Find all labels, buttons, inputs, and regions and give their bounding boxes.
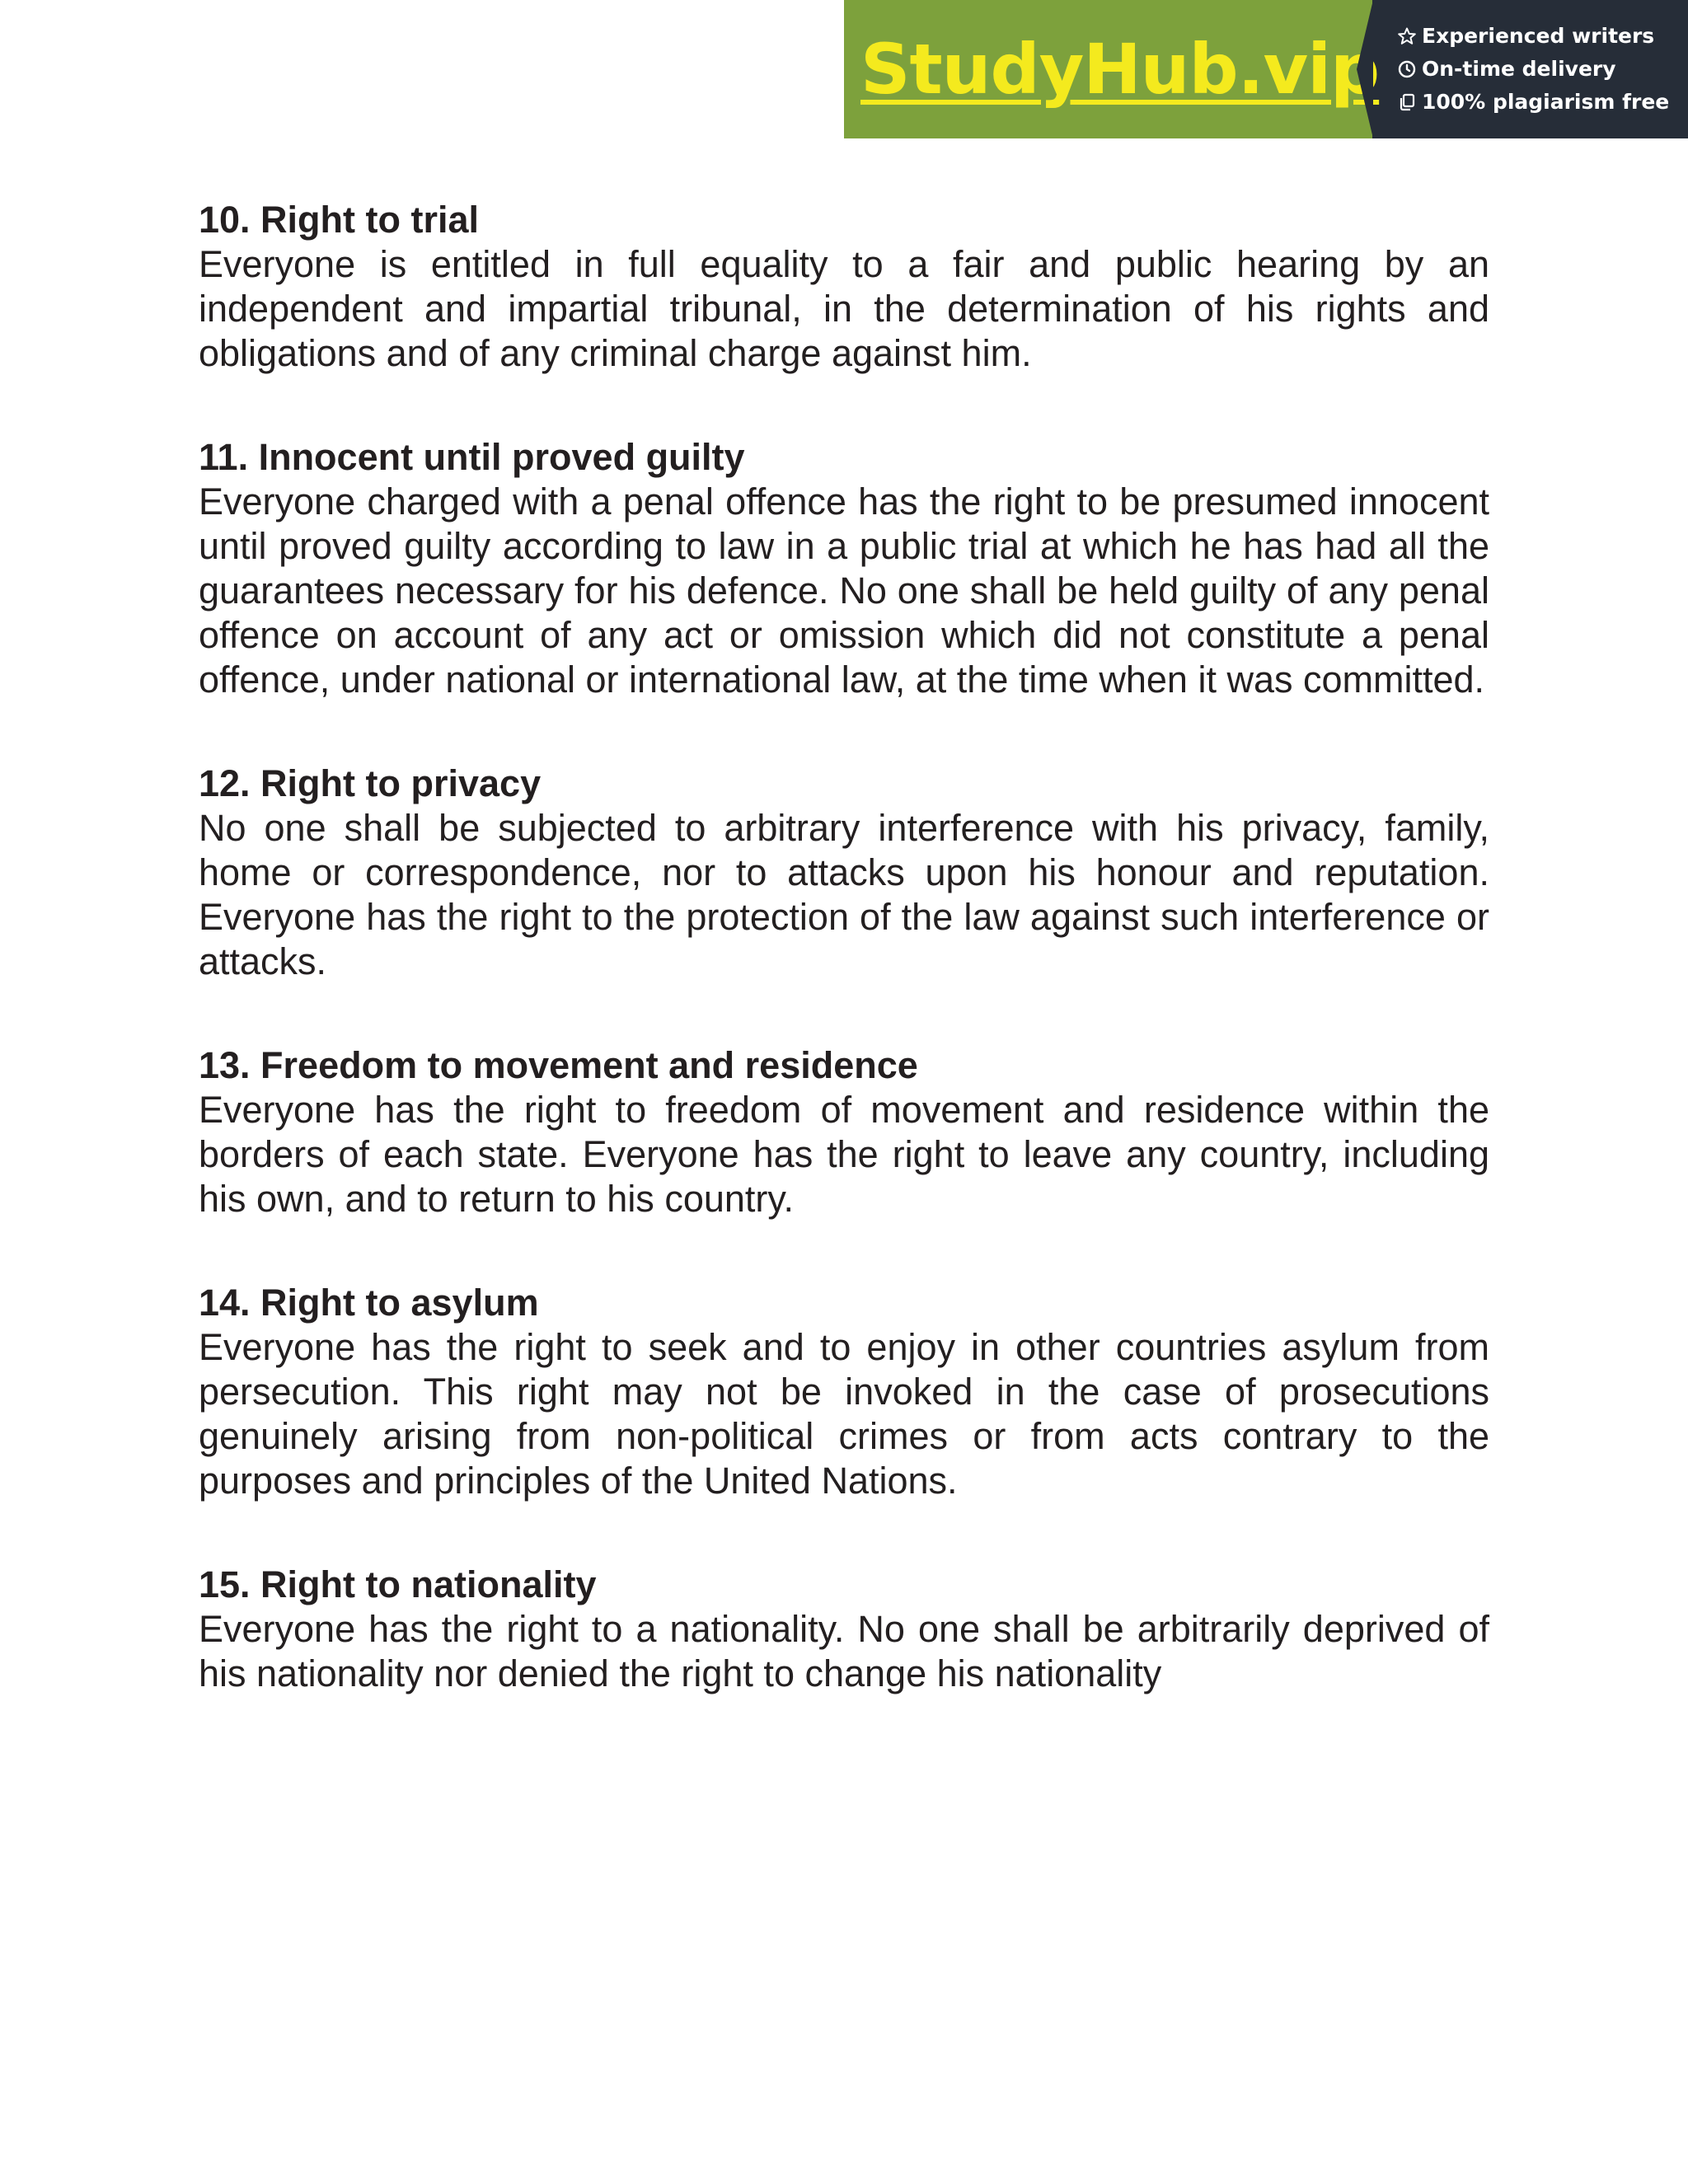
section-right-to-privacy — [199, 762, 1489, 984]
section-right-to-nationality — [199, 1563, 1489, 1696]
feature-label: Experienced writers — [1422, 24, 1655, 48]
section-text: Everyone has the right to a nationality. No one shall be arbitrarily deprived of his nationality nor denied the right to change his nationality — [199, 1608, 1489, 1694]
feature-label: 100% plagiarism free — [1422, 90, 1670, 114]
document-body — [199, 198, 1489, 1755]
section-text: Everyone charged with a penal offence has the right to be presumed innocent until proved guilty according to law in a public trial at which he has had all the guarantees necessary for his defence. No one shall be held guilty of any penal offence on account of any act or omission which did not constitute a penal offence, under national or international law, at the time when it was committed. — [199, 480, 1489, 701]
feature-label: On-time delivery — [1422, 57, 1616, 81]
section-freedom-of-movement — [199, 1043, 1489, 1221]
section-heading: 12. Right to privacy — [199, 762, 542, 804]
section-heading: 10. Right to trial — [199, 199, 480, 241]
brand-panel — [844, 0, 1380, 138]
section-heading: 14. Right to asylum — [199, 1282, 539, 1324]
feature-on-time-delivery — [1397, 57, 1688, 82]
feature-plagiarism-free — [1397, 90, 1688, 115]
section-heading: 11. Innocent until proved guilty — [199, 436, 745, 478]
section-heading: 15. Right to nationality — [199, 1563, 597, 1605]
section-text: Everyone has the right to freedom of movement and residence within the borders of each state. Everyone has the right to leave any country, including his own, and to return to his country. — [199, 1089, 1489, 1220]
features-panel — [1372, 0, 1688, 138]
section-text: Everyone has the right to seek and to enjoy in other countries asylum from persecution. This right may not be invoked in the case of prosecutions genuinely arising from non-political crimes or from acts contrary to the purposes and principles of the United Nations. — [199, 1326, 1489, 1502]
section-heading: 13. Freedom to movement and residence — [199, 1044, 918, 1086]
copy-icon — [1397, 92, 1417, 112]
section-text: Everyone is entitled in full equality to a fair and public hearing by an independent and impartial tribunal, in the determination of his rights and obligations and of any criminal charge against him. — [199, 243, 1489, 374]
star-icon — [1397, 26, 1417, 46]
studyhub-banner[interactable] — [844, 0, 1688, 138]
section-right-to-asylum — [199, 1281, 1489, 1503]
brand-logo[interactable]: StudyHub.vip — [860, 29, 1380, 110]
section-innocent-until-proved-guilty — [199, 435, 1489, 702]
section-right-to-trial — [199, 198, 1489, 376]
feature-experienced-writers — [1397, 24, 1688, 49]
clock-icon — [1397, 59, 1417, 79]
section-text: No one shall be subjected to arbitrary interference with his privacy, family, home or correspondence, nor to attacks upon his honour and reputation. Everyone has the right to the protection of the law against such interference or attacks. — [199, 807, 1489, 982]
